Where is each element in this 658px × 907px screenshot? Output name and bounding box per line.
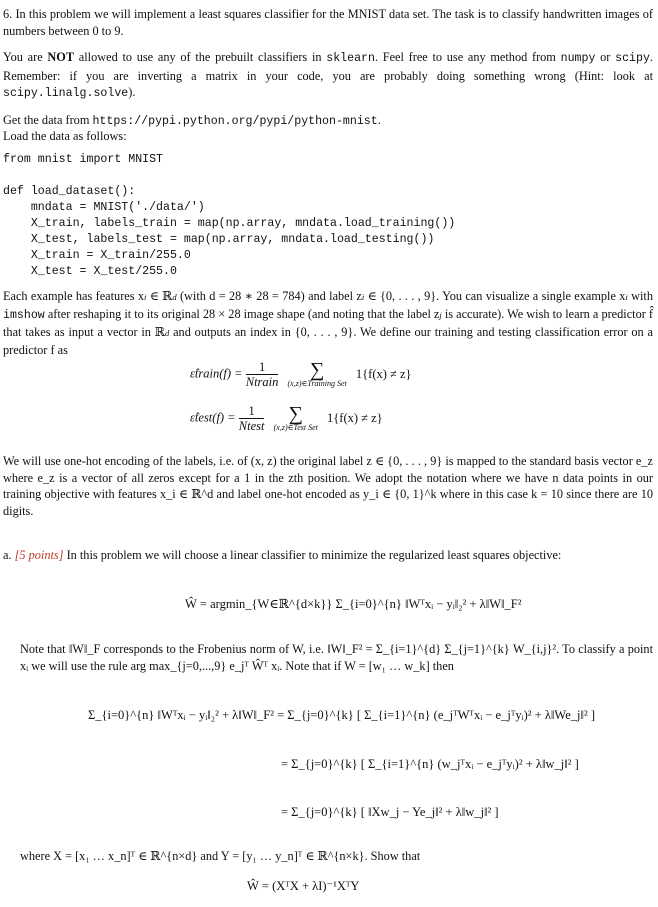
load-data-line: Load the data as follows: xyxy=(3,129,127,143)
part-a-label: a. xyxy=(3,548,12,562)
part-a-intro: a. [5 points] In this problem we will choose a linear classifier to minimize the regularized least squares objective: xyxy=(3,548,562,562)
where-line: where X = [x₁ … x_n]ᵀ ∈ ℝ^{n×d} and Y = [y₁ … y_n]ᵀ ∈ ℝ^{n×k}. Show that xyxy=(20,849,421,863)
code-line: X_train, labels_train = map(np.array, mndata.load_training()) xyxy=(3,217,456,230)
onehot-paragraph: We will use one-hot encoding of the labels, i.e. of (x, z) the original label z ∈ {0, . . . , 9} is mapped to the standard basis vector e_z where e_z is a vector of all zeros except for a 1 in the zth position. We adopt the notation where we have n data points in our training objective with features x_i ∈ ℝ^d and label one-hot encoded as y_i ∈ {0, 1}^k where in this case k = 10 since there are 10 digits. xyxy=(3,454,653,518)
code-line: mndata = MNIST('./data/') xyxy=(3,201,205,214)
rules-paragraph: You are NOT allowed to use any of the prebuilt classifiers in sklearn. Feel free to use any method from numpy or scipy. Remember: if you are inverting a matrix in your code, you are probably doing something wrong (Hint: look at scipy.linalg.solve). xyxy=(3,50,653,100)
features-paragraph: Each example has features xi ∈ ℝd (with d = 28 ∗ 28 = 784) and label zi ∈ {0, . . . , 9}. You can visualize a single example xi with imshow after reshaping it to its original 28 × 28 image shape (and noting that the label zj is accurate). We wish to learn a predictor f̂ that takes as input a vector in ℝd and outputs an index in {0, . . . , 9}. We define our training and testing classification error on a predictor f as xyxy=(3,289,654,357)
derivation-step-2: = Σ_{j=0}^{k} [ Σ_{i=1}^{n} (w_jᵀxᵢ − e_jᵀyᵢ)² + λ‖w_j‖² ] xyxy=(281,757,579,771)
train-error-equation: ε̂train(f) = $\frac{1}{\text{Ntrain}}$ ∑ (x,z)∈Training Set 1{f(x) ≠ z} xyxy=(190,359,412,389)
intro-paragraph: 6. In this problem we will implement a least squares classifier for the MNIST data set. The task is to classify handwritten images of numbers between 0 to 9. xyxy=(3,7,653,38)
objective-equation: Ŵ = argmin_{W∈ℝ^{d×k}} Σ_{i=0}^{n} ‖Wᵀxᵢ − yᵢ‖₂² + λ‖W‖_F² xyxy=(185,597,522,611)
part-a-points: [5 points] xyxy=(14,548,64,562)
test-error-equation: ε̂test(f) = $\frac{1}{\text{Ntest}}$ ∑ (x,z)∈Test Set 1{f(x) ≠ z} xyxy=(190,403,383,433)
code-def: def load_dataset(): xyxy=(3,185,136,198)
frobenius-note: Note that ‖W‖_F corresponds to the Frobenius norm of W, i.e. ‖W‖_F² = Σ_{i=1}^{d} Σ_{j=1}^{k} W_{i,j}². To classify a point xᵢ we will use the rule arg max_{j=0,...,9} e_jᵀ Ŵᵀ xᵢ. Note that if W = [w₁ … w_k] then xyxy=(20,642,653,673)
code-line: X_test, labels_test = map(np.array, mndata.load_testing()) xyxy=(3,233,435,246)
code-line: X_train = X_train/255.0 xyxy=(3,249,191,262)
derivation-step-1: Σ_{i=0}^{n} ‖Wᵀxᵢ − yᵢ‖₂² + λ‖W‖_F² = Σ_{j=0}^{k} [ Σ_{i=1}^{n} (e_jᵀWᵀxᵢ − e_jᵀyᵢ)² + λ‖We_j‖² ] xyxy=(88,708,596,722)
get-data-line: Get the data from https://pypi.python.org/pypi/python-mnist. xyxy=(3,113,381,128)
closed-form-solution: Ŵ = (XᵀX + λI)⁻¹XᵀY xyxy=(247,879,360,893)
data-url[interactable]: https://pypi.python.org/pypi/python-mnist xyxy=(92,115,378,128)
code-import: from mnist import MNIST xyxy=(3,153,164,166)
derivation-step-3: = Σ_{j=0}^{k} [ ‖Xw_j − Ye_j‖² + λ‖w_j‖² ] xyxy=(281,805,499,819)
code-line: X_test = X_test/255.0 xyxy=(3,265,177,278)
